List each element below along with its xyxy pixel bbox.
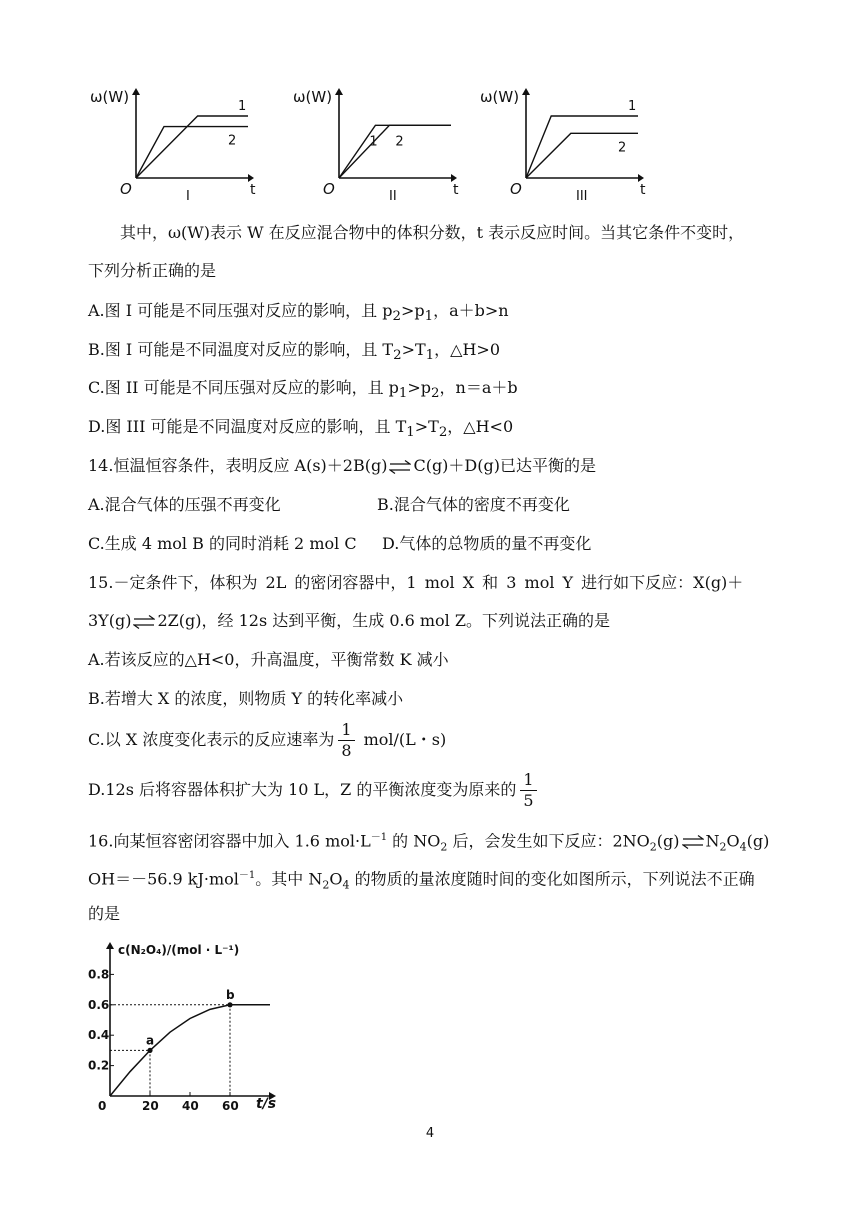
roman-label: I [186, 189, 190, 200]
series-label-1: 1 [628, 99, 637, 114]
graph-III [480, 88, 646, 200]
q15-option-a: A.若该反应的△H<0，升高温度，平衡常数 K 减小 [88, 650, 449, 669]
x-tick-label: 20 [142, 1099, 159, 1110]
roman-label: II [389, 189, 397, 200]
fraction-one-fifth: $\frac{1}{5}$ [520, 770, 536, 811]
x-axis-label: t [250, 182, 256, 198]
q13-option-c: C.图 II 可能是不同压强对反应的影响，且 $p_1>p_2$，n＝a＋b [88, 378, 518, 402]
y-axis-arrow-icon [106, 942, 114, 949]
y-axis-label: ω(W) [90, 88, 130, 106]
point-b [227, 1002, 232, 1007]
y-tick-label: 0.2 [88, 1058, 110, 1073]
y-axis-label: ω(W) [480, 88, 520, 106]
series-label-2: 2 [228, 133, 237, 149]
q13-option-a: A.图 I 可能是不同压强对反应的影响，且 $p_2>p_1$，a＋b>n [88, 301, 509, 325]
q15-option-d: D.12s 后将容器体积扩大为 10 L，Z 的平衡浓度变为原来的 $\frac{1}{5}$ [88, 762, 541, 818]
n2o4-graph-body [88, 942, 276, 1110]
series-line-2 [339, 125, 451, 178]
y-axis-arrow-icon [335, 88, 343, 95]
q14-option-b: B.混合气体的密度不再变化 [377, 495, 570, 514]
origin-label: O [120, 180, 132, 198]
q16-stem-line2: OH＝－56.9 kJ·mol$^{-1}$。其中 $N_2O_4$ 的物质的量浓度随时间的变化如图所示，下列说法不正确 [88, 869, 755, 892]
top-graphs [88, 82, 668, 200]
y-tick-label: 0.6 [88, 997, 110, 1012]
x-axis-arrow-icon [248, 174, 254, 182]
q14-option-d: D.气体的总物质的量不再变化 [382, 534, 592, 553]
y-axis-arrow-icon [522, 88, 530, 95]
series-label-2: 2 [618, 140, 627, 156]
q16-stem-line3: 的是 [88, 904, 121, 923]
q15-option-b: B.若增大 X 的浓度，则物质 Y 的转化率减小 [88, 689, 404, 708]
roman-label: III [576, 189, 588, 200]
x-axis-arrow-icon [638, 174, 644, 182]
q14-option-c: C.生成 4 mol B 的同时消耗 2 mol C [88, 534, 357, 553]
graph-II [293, 88, 459, 200]
point-label-b: b [226, 987, 235, 1002]
series-label-1: 1 [238, 99, 247, 114]
x-tick-label: 60 [222, 1099, 239, 1110]
x-axis-arrow-icon [451, 174, 457, 182]
q15-stem-line2: 3Y(g) 2Z(g)，经 12s 达到平衡，生成 0.6 mol Z。下列说法正确的是 [88, 611, 610, 630]
page-number: 4 [425, 1126, 435, 1141]
q13-option-b: B.图 I 可能是不同温度对反应的影响，且 $T_2>T_1$，△H>0 [88, 340, 501, 364]
q13-option-d: D.图 III 可能是不同温度对反应的影响，且 $T_1>T_2$，△H<0 [88, 417, 514, 441]
y-axis-arrow-icon [132, 88, 140, 95]
x-axis-label: t [453, 182, 459, 198]
q13-description-line1: 其中，ω(W)表示 W 在反应混合物中的体积分数，t 表示反应时间。当其它条件不变时， [120, 223, 745, 242]
point-a [147, 1048, 152, 1053]
q15-stem-line1: 15.－定条件下，体积为 2L 的密闭容器中，1 mol X 和 3 mol Y 进行如下反应：X(g)＋ [88, 573, 744, 592]
y-tick-label: 0.8 [88, 967, 110, 982]
fraction-one-eighth: $\frac{1}{8}$ [338, 720, 354, 761]
y-axis-label: c(N₂O₄)/(mol · L⁻¹) [118, 943, 240, 957]
equilibrium-arrow-icon [389, 460, 411, 474]
series-label-1: 1 [369, 134, 378, 150]
equilibrium-arrow-icon [682, 835, 704, 849]
y-tick-label: 0.4 [88, 1028, 110, 1043]
series-line-1 [339, 125, 451, 178]
origin-label: O [510, 180, 522, 198]
graph-I [90, 88, 256, 200]
series-label-2: 2 [395, 134, 404, 150]
n2o4-concentration-graph [88, 938, 288, 1110]
equilibrium-arrow-icon [133, 615, 155, 629]
q16-stem-line1: 16.向某恒容密闭容器中加入 1.6 $mol\cdot L^{-1}$ 的 $NO_2$ 后，会发生如下反应：$2NO_2(g)$ $N_2O_4(g)$ [88, 831, 770, 854]
x-axis-label: t/s [256, 1096, 277, 1110]
q13-description-line2: 下列分析正确的是 [88, 261, 217, 280]
x-tick-label: 40 [182, 1099, 199, 1110]
q14-stem: 14.恒温恒容条件，表明反应 A(s)＋2B(g) C(g)＋D(g)已达平衡的是 [88, 456, 596, 475]
y-axis-label: ω(W) [293, 88, 333, 106]
origin-label: O [323, 180, 335, 198]
q14-option-a: A.混合气体的压强不再变化 [88, 495, 281, 514]
x-tick-label: 0 [98, 1099, 107, 1110]
q15-option-c: C.以 X 浓度变化表示的反应速率为 $\frac{1}{8}$ mol/(L・s) [88, 720, 447, 760]
point-label-a: a [146, 1033, 155, 1048]
x-axis-label: t [640, 182, 646, 198]
